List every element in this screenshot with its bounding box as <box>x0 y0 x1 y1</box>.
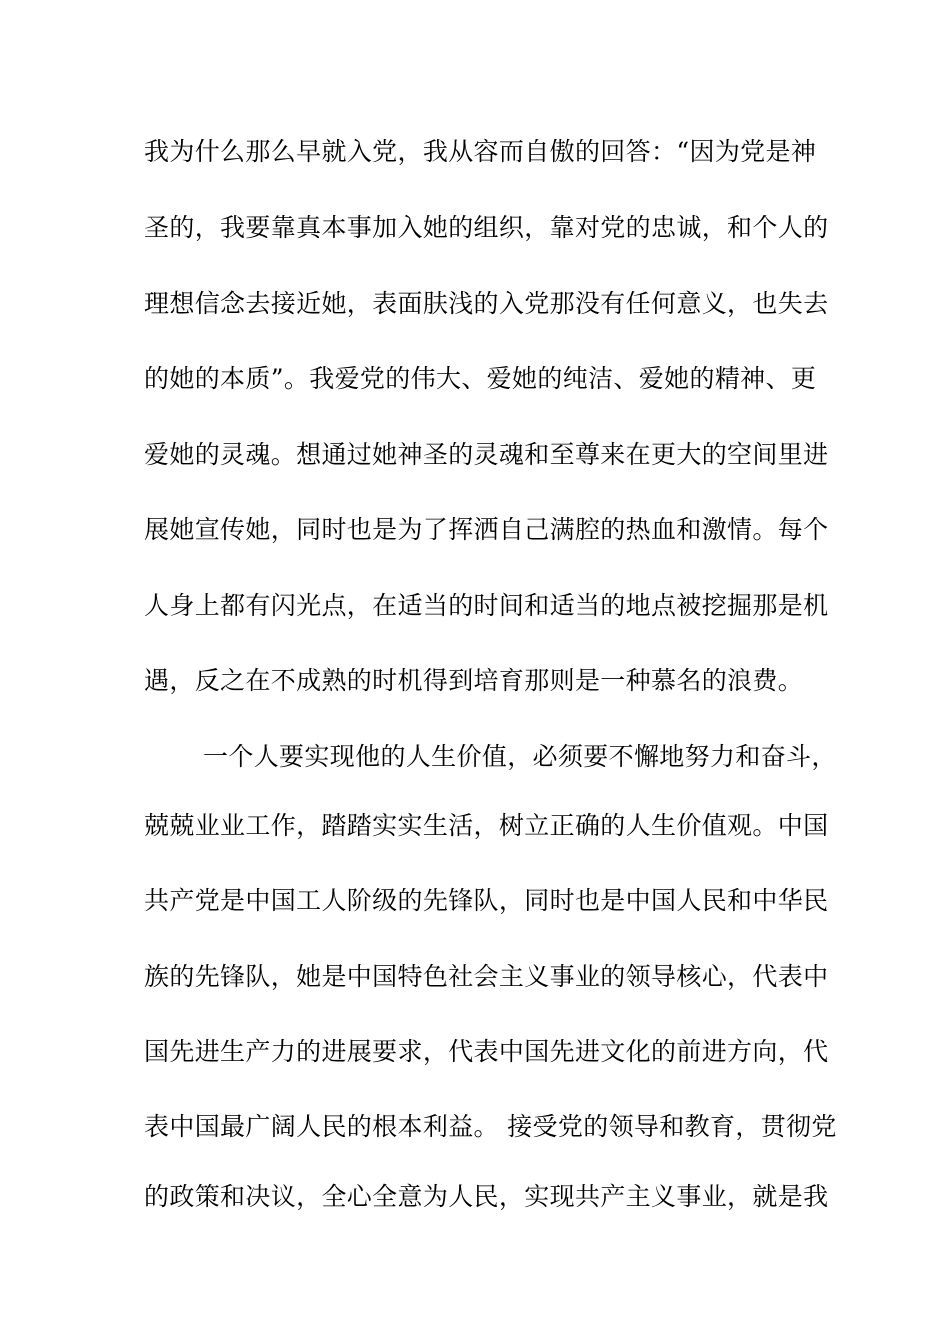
text-line: 圣的，我要靠真本事加入她的组织，靠对党的忠诚，和个人的 <box>144 213 829 242</box>
text-line: 遇，反之在不成熟的时机得到培育那则是一种慕名的浪费。 <box>144 666 804 695</box>
text-line: 的政策和决议，全心全意为人民，实现共产主义事业，就是我 <box>144 1182 829 1211</box>
text-line: 爱她的灵魂。想通过她神圣的灵魂和至尊来在更大的空间里进 <box>144 440 829 469</box>
text-line: 理想信念去接近她，表面肤浅的入党那没有任何意义，也失去 <box>144 289 829 318</box>
text-line: 我为什么那么早就入党，我从容而自傲的回答：“因为党是神 <box>144 137 817 166</box>
text-line: 的她的本质”。我爱党的伟大、爱她的纯洁、爱她的精神、更 <box>144 364 817 393</box>
text-line: 兢兢业业工作，踏踏实实生活，树立正确的人生价值观。中国 <box>144 811 829 840</box>
paragraph-first-line: 一个人要实现他的人生价值，必须要不懈地努力和奋斗， <box>203 742 837 771</box>
text-line: 共产党是中国工人阶级的先锋队，同时也是中国人民和中华民 <box>144 886 829 915</box>
text-line: 国先进生产力的进展要求，代表中国先进文化的前进方向，代 <box>144 1037 829 1066</box>
text-line: 展她宣传她，同时也是为了挥洒自己满腔的热血和激情。每个 <box>144 515 829 544</box>
text-line: 族的先锋队，她是中国特色社会主义事业的领导核心，代表中 <box>144 962 829 991</box>
text-line: 人身上都有闪光点，在适当的时间和适当的地点被挖掘那是机 <box>144 591 829 620</box>
text-line: 表中国最广阔人民的根本利益。 接受党的领导和教育，贯彻党 <box>144 1112 837 1141</box>
